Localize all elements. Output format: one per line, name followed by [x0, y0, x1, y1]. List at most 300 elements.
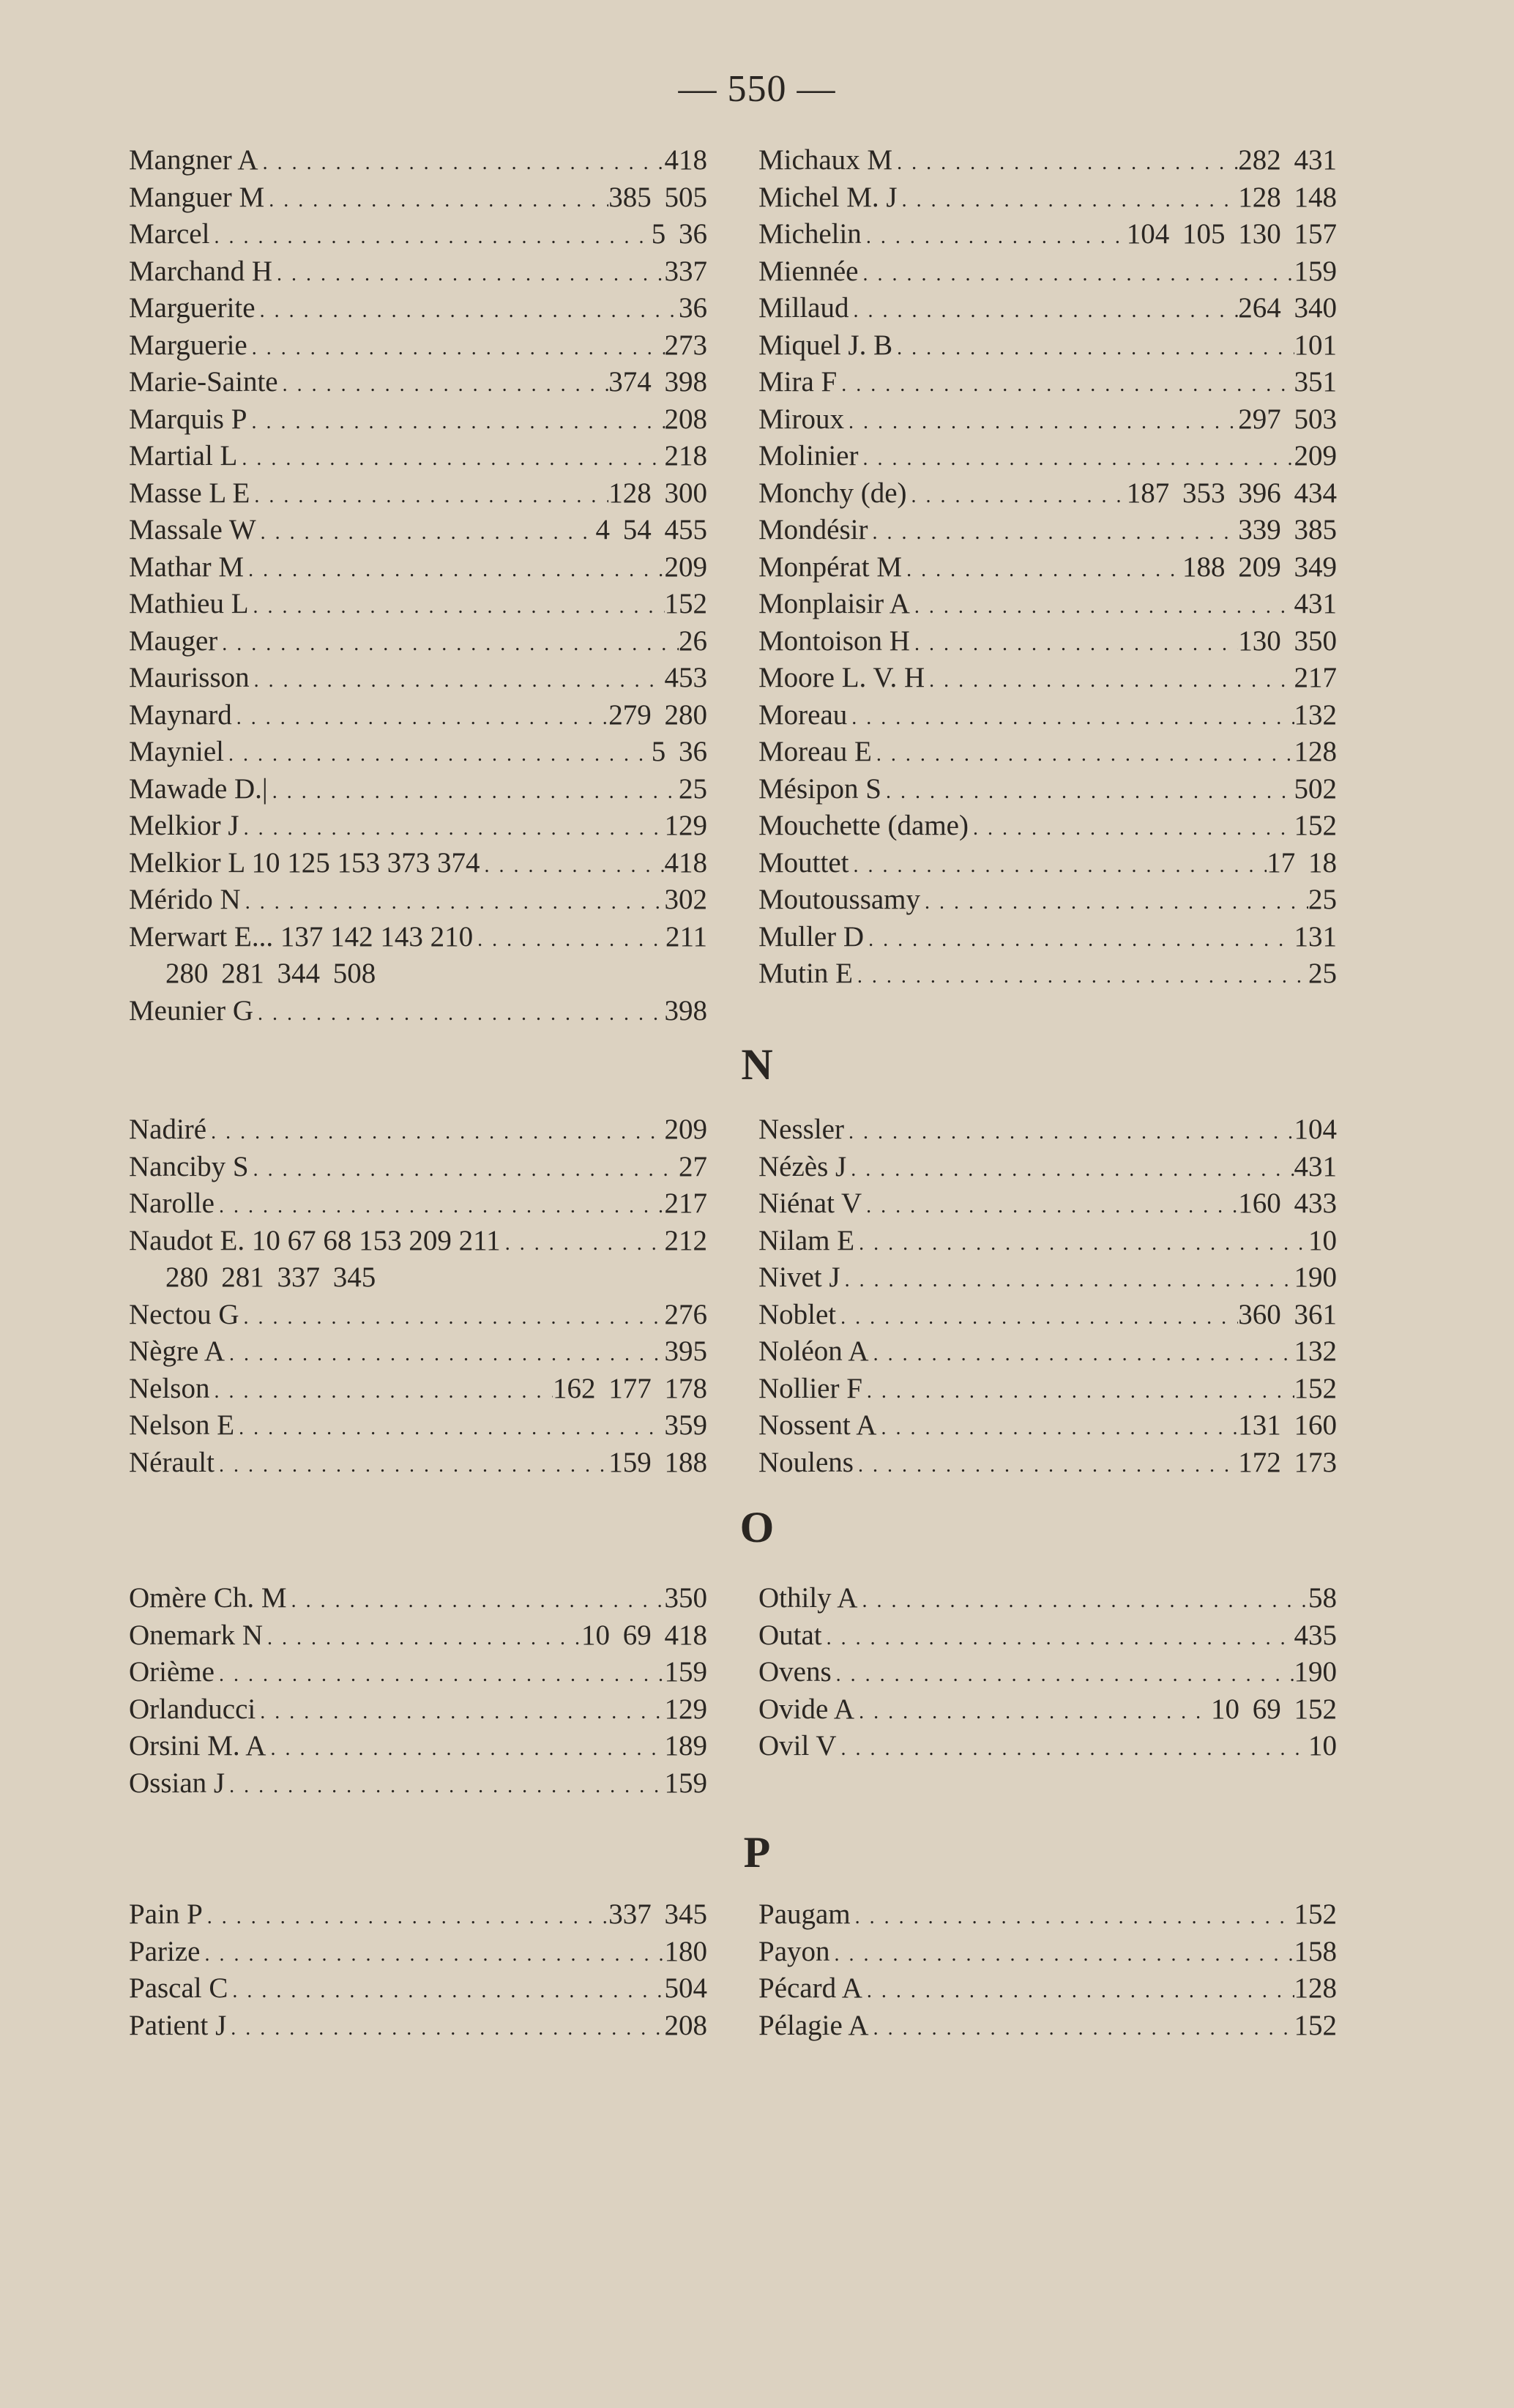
index-entry: [758, 179, 1337, 217]
dot-leader: [232, 700, 608, 737]
entry-name: Mutin E: [758, 958, 853, 989]
index-entry: [129, 586, 707, 623]
index-entry: [758, 327, 1337, 365]
entry-pages: 104 105 130 157: [1126, 218, 1337, 250]
entry-pages: 337: [664, 255, 707, 287]
left-column: [129, 1111, 707, 1481]
entry-row: [129, 1728, 707, 1767]
entry-pages: 351: [1294, 366, 1337, 398]
entry-pages: 431: [1294, 588, 1337, 619]
entry-name: Miennée: [758, 255, 859, 287]
entry-name: Manguer M: [129, 181, 265, 213]
entry-name: Miroux: [758, 403, 844, 435]
entry-pages: 128 148: [1238, 181, 1337, 213]
entry-name: Payon: [758, 1935, 830, 1967]
entry-row: [129, 660, 707, 699]
dot-leader: [849, 848, 1267, 884]
entry-row: [758, 2008, 1337, 2047]
entry-row: [758, 808, 1337, 847]
entry-name: Michelin: [758, 218, 862, 250]
entry-name: Mouttet: [758, 846, 849, 879]
dot-leader: [228, 1973, 664, 2010]
entry-name: Ovil V: [758, 1730, 837, 1762]
index-entry: [129, 1765, 707, 1803]
entry-row: [129, 1371, 707, 1410]
index-entry-continuation: [129, 955, 707, 993]
entry-name: Omère Ch. M: [129, 1582, 287, 1614]
left-column: [129, 1896, 707, 2044]
entry-row: [758, 1223, 1337, 1262]
entry-name: Nessler: [758, 1114, 844, 1145]
right-column: [758, 1111, 1337, 1481]
index-entry: [758, 1185, 1337, 1223]
entry-pages: 209: [1294, 440, 1337, 471]
entry-pages: 27: [679, 1150, 707, 1182]
index-entry: [129, 993, 707, 1030]
index-entry: [758, 1371, 1337, 1408]
entry-name: Melkior J: [129, 810, 239, 841]
entry-row: [129, 475, 707, 515]
entry-row: [129, 697, 707, 737]
index-entry: [758, 1654, 1337, 1691]
entry-row: [758, 1149, 1337, 1188]
dot-leader: [480, 848, 665, 884]
entry-row: [129, 881, 707, 921]
index-block-m: [129, 142, 1337, 1029]
entry-row: [758, 1185, 1337, 1225]
index-entry: [129, 845, 707, 882]
entry-pages: 418: [664, 846, 707, 879]
dot-leader: [830, 1937, 1294, 1973]
left-column: [129, 142, 707, 1029]
dot-leader: [832, 1657, 1294, 1693]
index-entry: [129, 1407, 707, 1445]
index-entry: [129, 216, 707, 253]
index-entry: [129, 475, 707, 512]
entry-pages: 504: [664, 1972, 707, 2004]
index-entry: [129, 734, 707, 771]
index-entry: [129, 2008, 707, 2045]
entry-name: Mérido N: [129, 884, 241, 915]
entry-pages: 128 300: [608, 477, 707, 509]
entry-pages: 435: [1294, 1619, 1337, 1651]
entry-pages: 36: [679, 292, 707, 324]
dot-leader: [239, 1300, 665, 1336]
index-entry: [758, 364, 1337, 401]
entry-row: [129, 919, 707, 958]
index-entry: [129, 1896, 707, 1934]
entry-name: Mondésir: [758, 514, 868, 545]
dot-leader: [225, 1336, 664, 1373]
index-entry: [129, 327, 707, 365]
entry-pages: 273: [664, 329, 707, 361]
index-entry: [758, 1896, 1337, 1934]
index-entry: [129, 290, 707, 327]
index-entry: [758, 512, 1337, 549]
entry-name: Noulens: [758, 1446, 854, 1478]
entry-name: Nègre A: [129, 1335, 225, 1367]
entry-row: [758, 1445, 1337, 1484]
dot-leader: [256, 1694, 664, 1731]
index-entry: [758, 2008, 1337, 2045]
dot-leader: [851, 1899, 1294, 1936]
dot-leader: [836, 1300, 1238, 1336]
entry-pages: 190: [1294, 1656, 1337, 1688]
entry-row: [758, 364, 1337, 403]
entry-name: Nossent A: [758, 1409, 877, 1441]
entry-name: Melkior L 10 125 153 373 374: [129, 846, 480, 879]
entry-row: [758, 1297, 1337, 1336]
entry-row: [129, 808, 707, 847]
entry-row: [129, 2008, 707, 2047]
entry-row: [758, 1407, 1337, 1447]
index-entry: [758, 771, 1337, 808]
index-entry: [129, 1728, 707, 1765]
entry-pages: 25: [1308, 958, 1337, 989]
entry-pages: 208: [664, 403, 707, 435]
dot-leader: [869, 2010, 1294, 2047]
entry-row: [758, 845, 1337, 884]
entry-name: Michaux M: [758, 144, 893, 176]
entry-pages: 159: [664, 1767, 707, 1799]
index-entry: [129, 364, 707, 401]
entry-row: [758, 919, 1337, 958]
entry-row: [129, 1691, 707, 1731]
dot-leader: [864, 922, 1294, 958]
entry-row: [758, 586, 1337, 625]
entry-row: [129, 1934, 707, 1973]
entry-pages: 5 36: [651, 218, 707, 250]
dot-leader: [837, 367, 1294, 403]
entry-row: [129, 1407, 707, 1447]
dot-leader: [910, 626, 1238, 663]
entry-name: Naudot E. 10 67 68 153 209 211: [129, 1224, 501, 1256]
index-entry: [758, 586, 1337, 623]
entry-row: [129, 142, 707, 182]
dot-leader: [857, 1583, 1308, 1619]
dot-leader: [853, 958, 1308, 995]
index-entry: [758, 1445, 1337, 1482]
entry-name: Parize: [129, 1935, 201, 1967]
entry-pages: 359: [664, 1409, 707, 1441]
entry-row: [129, 290, 707, 329]
entry-name: Marguerie: [129, 329, 247, 361]
index-entry: [758, 1149, 1337, 1186]
index-entry: [758, 1970, 1337, 2008]
entry-pages: 152: [1294, 2009, 1337, 2041]
dot-leader: [217, 626, 679, 663]
entry-pages: 131: [1294, 920, 1337, 953]
dot-leader: [837, 1731, 1308, 1767]
entry-row: [129, 1970, 707, 2010]
index-entry: [758, 549, 1337, 586]
index-entry: [758, 1691, 1337, 1729]
index-entry: [129, 1223, 707, 1260]
dot-leader: [215, 1188, 665, 1225]
dot-leader: [241, 884, 665, 921]
entry-pages: 453: [664, 662, 707, 693]
entry-pages: 189: [664, 1730, 707, 1762]
index-entry: [758, 845, 1337, 882]
index-entry: [758, 697, 1337, 734]
dot-leader: [907, 478, 1127, 515]
dot-leader: [210, 1373, 553, 1410]
entry-row: [758, 1111, 1337, 1151]
entry-name: Mathar M: [129, 551, 245, 583]
entry-pages: 159: [1294, 255, 1337, 287]
entry-pages: 152: [1294, 1372, 1337, 1404]
index-entry: [129, 1333, 707, 1371]
dot-leader: [862, 1188, 1238, 1225]
dot-leader: [862, 1373, 1294, 1410]
entry-pages: 350: [664, 1582, 707, 1614]
entry-row: [758, 1371, 1337, 1410]
dot-leader: [256, 515, 596, 551]
index-entry: [129, 1371, 707, 1408]
dot-leader: [272, 256, 664, 293]
index-entry: [129, 660, 707, 697]
index-entry: [758, 1223, 1337, 1260]
index-entry: [129, 1185, 707, 1223]
dot-leader: [264, 182, 608, 219]
entry-name: Patient J: [129, 2009, 227, 2041]
entry-name: Maurisson: [129, 662, 250, 693]
entry-name: Meunier G: [129, 994, 254, 1026]
dot-leader: [854, 1447, 1238, 1484]
entry-row: [129, 216, 707, 256]
entry-row: [758, 438, 1337, 477]
entry-pages: 212: [664, 1224, 707, 1256]
entry-name: Noléon A: [758, 1335, 869, 1367]
entry-row: [758, 1580, 1337, 1619]
index-entry: [129, 179, 707, 217]
entry-row: [129, 845, 707, 884]
entry-name: Mésipon S: [758, 772, 881, 805]
entry-name: Onemark N: [129, 1619, 264, 1651]
entry-row: [129, 1333, 707, 1373]
entry-pages: 264 340: [1238, 292, 1337, 324]
entry-name: Monpérat M: [758, 551, 903, 583]
index-entry: [758, 1259, 1337, 1297]
index-entry: [129, 401, 707, 439]
entry-row: [129, 401, 707, 441]
index-entry: [758, 1111, 1337, 1149]
entry-row: [129, 1185, 707, 1225]
dot-leader: [237, 441, 664, 477]
entry-name: Merwart E... 137 142 143 210: [129, 920, 474, 953]
dot-leader: [226, 2010, 664, 2047]
entry-name: Nectou G: [129, 1298, 239, 1330]
entry-pages: 162 177 178: [553, 1372, 707, 1404]
dot-leader: [249, 1152, 679, 1188]
entry-pages: 279 280: [608, 698, 707, 731]
entry-row: [129, 1654, 707, 1693]
dot-leader: [215, 1447, 608, 1484]
entry-row: [129, 1297, 707, 1336]
dot-leader: [881, 774, 1294, 810]
entry-name: Monchy (de): [758, 477, 907, 509]
dot-leader: [247, 330, 665, 367]
dot-leader: [862, 219, 1127, 256]
entry-name: Nanciby S: [129, 1150, 249, 1182]
entry-name: Marguerite: [129, 292, 256, 324]
index-entry: [758, 1580, 1337, 1617]
entry-pages: 360 361: [1238, 1298, 1337, 1330]
entry-row: [758, 955, 1337, 995]
index-entry: [129, 1580, 707, 1617]
entry-name: Martial L: [129, 440, 238, 471]
dot-leader: [247, 404, 664, 441]
dot-leader: [892, 145, 1238, 182]
entry-pages: 398: [664, 994, 707, 1026]
index-entry: [129, 549, 707, 586]
entry-row: [758, 1896, 1337, 1936]
index-entry: [129, 1297, 707, 1334]
index-entry: [129, 919, 707, 956]
entry-pages: 128: [1294, 1972, 1337, 2004]
index-entry: [758, 660, 1337, 697]
entry-row: [129, 364, 707, 403]
entry-pages: 152: [1294, 810, 1337, 841]
dot-leader: [854, 1694, 1211, 1731]
index-entry: [758, 955, 1337, 993]
entry-pages: 25: [679, 772, 707, 805]
dot-leader: [854, 1226, 1308, 1262]
right-column: [758, 1896, 1337, 2044]
entry-row: [758, 881, 1337, 921]
entry-pages: 374 398: [608, 366, 707, 398]
dot-leader: [902, 552, 1182, 589]
dot-leader: [844, 404, 1238, 441]
entry-pages: 276: [664, 1298, 707, 1330]
index-entry: [758, 401, 1337, 439]
entry-pages: 385 505: [608, 181, 707, 213]
entry-name: Niénat V: [758, 1188, 862, 1219]
entry-pages: 418: [664, 144, 707, 176]
entry-pages: 58: [1308, 1582, 1337, 1614]
index-entry: [129, 623, 707, 660]
entry-pages: 131 160: [1238, 1409, 1337, 1441]
entry-row: [758, 1970, 1337, 2010]
entry-pages: 10: [1308, 1224, 1337, 1256]
dot-leader: [206, 1114, 664, 1151]
entry-pages: 218: [664, 440, 707, 471]
dot-leader: [501, 1226, 665, 1262]
dot-leader: [844, 1114, 1294, 1151]
index-entry: [758, 290, 1337, 327]
index-entry: [758, 1407, 1337, 1445]
entry-pages: 101: [1294, 329, 1337, 361]
entry-row: [758, 216, 1337, 256]
dot-leader: [234, 1410, 664, 1447]
entry-name: Millaud: [758, 292, 849, 324]
index-block-n: [129, 1111, 1337, 1481]
entry-name: Nollier F: [758, 1372, 862, 1404]
entry-pages: 160 433: [1238, 1188, 1337, 1219]
entry-name: Ovide A: [758, 1693, 855, 1725]
entry-name: Nelson: [129, 1372, 210, 1404]
entry-name: Pascal C: [129, 1972, 228, 2004]
entry-name: Miquel J. B: [758, 329, 893, 361]
entry-row: [758, 253, 1337, 293]
dot-leader: [200, 1937, 664, 1973]
dot-leader: [862, 1973, 1294, 2010]
entry-row: [129, 1765, 707, 1805]
dot-leader: [256, 293, 679, 329]
entry-name: Masse L E: [129, 477, 250, 509]
index-entry: [758, 1333, 1337, 1371]
entry-name: Montoison H: [758, 625, 910, 657]
entry-pages: 152: [664, 588, 707, 619]
entry-row: [758, 623, 1337, 663]
entry-row: [129, 1223, 707, 1262]
entry-name: Muller D: [758, 920, 865, 953]
dot-leader: [225, 1768, 664, 1805]
index-entry: [758, 881, 1337, 919]
entry-pages: 132: [1294, 698, 1337, 731]
entry-pages: 130 350: [1238, 625, 1337, 657]
dot-leader: [278, 367, 609, 403]
entry-pages: 209: [664, 1114, 707, 1145]
entry-pages: 10: [1308, 1730, 1337, 1762]
entry-row: [758, 142, 1337, 182]
entry-name: Noblet: [758, 1298, 837, 1330]
entry-pages-continued: 280 281 337 345: [165, 1261, 376, 1293]
entry-name: Maynard: [129, 698, 232, 731]
entry-pages: 17 18: [1267, 846, 1337, 879]
entry-name: Marie-Sainte: [129, 366, 278, 398]
index-entry: [758, 1934, 1337, 1971]
page-number: — 550 —: [678, 68, 836, 110]
index-entry: [758, 1617, 1337, 1655]
entry-pages: 158: [1294, 1935, 1337, 1967]
dot-leader: [925, 663, 1294, 699]
entry-name: Michel M. J: [758, 181, 898, 213]
dot-leader: [287, 1583, 665, 1619]
entry-row: [758, 1728, 1337, 1767]
entry-name: Nadiré: [129, 1114, 207, 1145]
index-entry: [129, 1111, 707, 1149]
entry-name: Molinier: [758, 440, 859, 471]
entry-row: [129, 1149, 707, 1188]
index-entry: [129, 1445, 707, 1482]
entry-pages: 302: [664, 884, 707, 915]
dot-leader: [868, 515, 1239, 551]
entry-row: [758, 327, 1337, 367]
entry-row: [758, 290, 1337, 329]
entry-name: Othily A: [758, 1582, 858, 1614]
entry-pages: 209: [664, 551, 707, 583]
index-entry: [129, 697, 707, 734]
entry-pages-continued: 280 281 344 508: [165, 958, 376, 989]
section-letter-p: P: [743, 1828, 771, 1876]
entry-name: Moore L. V. H: [758, 662, 925, 693]
index-block-p: [129, 1896, 1337, 2044]
entry-pages: 395: [664, 1335, 707, 1367]
dot-leader: [920, 884, 1308, 921]
index-entry: [758, 253, 1337, 291]
entry-name: Moreau E: [758, 736, 872, 767]
index-entry: [758, 1297, 1337, 1334]
entry-row: [129, 549, 707, 589]
dot-leader: [858, 441, 1294, 477]
entry-name: Mawade D.|: [129, 772, 268, 805]
entry-row: [758, 512, 1337, 551]
dot-leader: [969, 810, 1294, 847]
dot-leader: [250, 663, 665, 699]
dot-leader: [239, 810, 665, 847]
entry-pages: 187 353 396 434: [1126, 477, 1337, 509]
